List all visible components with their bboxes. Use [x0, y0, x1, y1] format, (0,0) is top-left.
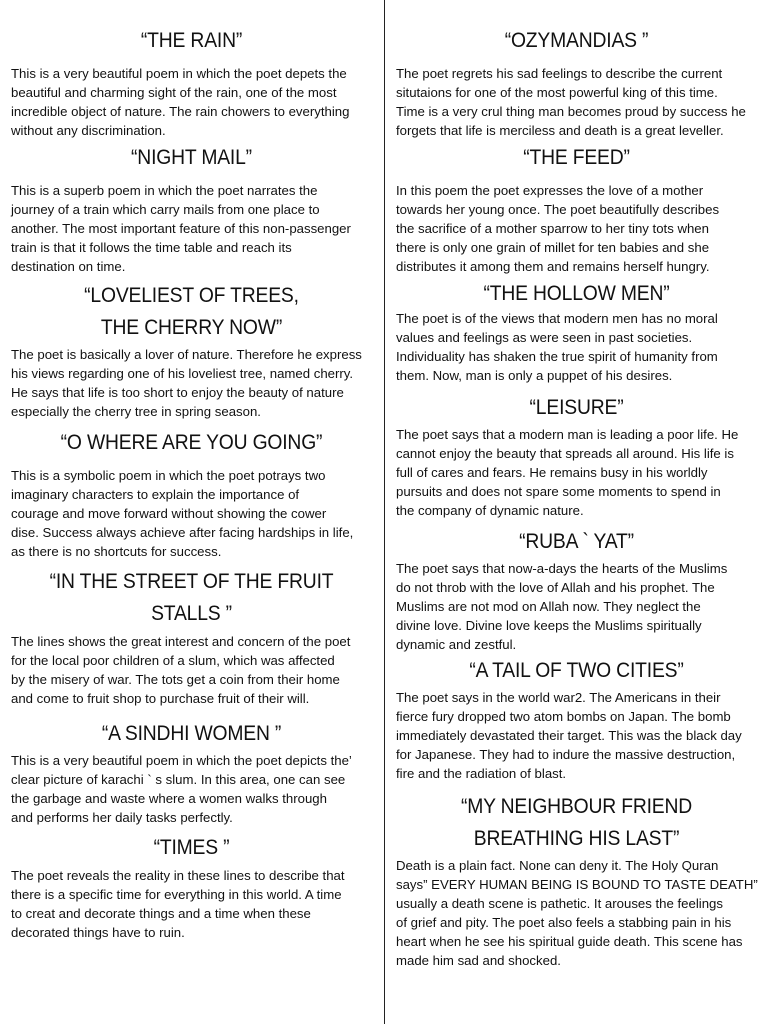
poem-section-times [0, 832, 383, 943]
poem-section-the-rain [0, 25, 383, 141]
poem-title: “RUBA ` YAT” [519, 530, 634, 553]
poem-title: “MY NEIGHBOUR FRIEND BREATHING HIS LAST” [460, 795, 693, 850]
poem-title: “O WHERE ARE YOU GOING” [60, 431, 323, 454]
poem-section-a-sindhi-women [0, 718, 383, 828]
poem-summary: The poet says that a modern man is leading a poor life. He cannot enjoy the beauty that spreads all around. His life is full of cares and fears. He remains busy in his worldly pursuits and does not spare some moments to spend in the company of dynamic nature. [396, 427, 739, 518]
poem-summary: In this poem the poet expresses the love of a mother towards her young once. The poet beautifully describes the sacrifice of a mother sparrow to her tiny tots when there is only one grain of millet for ten babies and she distributes it among them and remains herself hungry. [396, 183, 720, 274]
poem-summary: This is a very beautiful poem in which the poet depicts the’ clear picture of karachi ` s slum. In this area, one can see the garbage and waste where a women walks through and performs her daily tasks perfectly. [11, 753, 352, 825]
poem-title: “LEISURE” [529, 396, 624, 419]
poem-summary: The poet reveals the reality in these lines to describe that there is a specific time for everything in this world. A time to creat and decorate things and a time when these decorated things have to ruin. [11, 868, 345, 940]
poem-title: “THE RAIN” [140, 29, 243, 52]
poem-summary: This is a superb poem in which the poet narrates the journey of a train which carry mails from one place to another. The most important feature of this non-passenger train is that it follows the time table and reach its destination on time. [11, 183, 351, 274]
poem-section-the-hollow-men [385, 278, 768, 386]
poem-section-in-the-street-of-the-fruit-stalls [0, 566, 383, 709]
poem-summary: This is a very beautiful poem in which the poet depets the beautiful and charming sight of the rain, one of the most incredible object of nature. The rain chowers to everything without any discrimination. [11, 66, 350, 138]
poem-summary: The poet is basically a lover of nature. Therefore he express his views regarding one of his loveliest tree, named cherry. He says that life is too short to enjoy the beauty of nature especially the cherry tree in spring season. [11, 347, 362, 419]
poem-section-ruba-yat [385, 526, 768, 655]
poem-section-loveliest-of-trees [0, 280, 383, 422]
poem-section-a-tail-of-two-cities [385, 655, 768, 784]
poem-summary: The lines shows the great interest and concern of the poet for the local poor children of a slum, which was affected by the misery of war. The tots get a coin from their home and come to fruit shop to purchase fruit of their will. [11, 634, 351, 706]
poem-title: “LOVELIEST OF TREES, THE CHERRY NOW” [84, 284, 299, 339]
poem-title: “IN THE STREET OF THE FRUIT STALLS ” [49, 570, 334, 625]
poem-summary: The poet is of the views that modern men has no moral values and feelings as were seen in past societies. Individuality has shaken the true spirit of humanity from them. Now, man is only a puppet of his desires. [396, 311, 718, 383]
poem-summary: The poet says in the world war2. The Americans in their fierce fury dropped two atom bombs on Japan. The bomb immediately devastated their target. This was the black day for Japanese. They had to indure the massive destruction, fire and the radiation of blast. [396, 690, 742, 781]
poem-section-the-feed [385, 142, 768, 277]
poem-title: “TIMES ” [153, 836, 230, 859]
poem-section-o-where-are-you-going [0, 427, 383, 562]
poem-section-night-mail [0, 142, 383, 277]
poem-section-ozymandias [385, 25, 768, 141]
poem-summary: This is a symbolic poem in which the poet potrays two imaginary characters to explain the importance of courage and move forward without showing the cower dise. Success always achieve after facing hardships in life, as there is no shortcuts for success. [11, 468, 354, 559]
poem-title: “THE FEED” [523, 146, 630, 169]
poem-summary: Death is a plain fact. None can deny it. The Holy Quran says” EVERY HUMAN BEING IS BOUND TO TASTE DEATH” usually a death scene is pathetic. It arouses the feelings of grief and pity. The poet also feels a stabbing pain in his heart when he see his spiritual guide death. This scene has made him sad and shocked. [396, 858, 758, 968]
poem-title: “NIGHT MAIL” [131, 146, 252, 169]
poem-title: “A TAIL OF TWO CITIES” [469, 659, 684, 682]
poem-section-leisure [385, 392, 768, 521]
poem-summary: The poet says that now-a-days the hearts of the Muslims do not throb with the love of Allah and his prophet. The Muslims are not mod on Allah now. They neglect the divine love. Divine love keeps the Muslims spiritually dynamic and zestful. [396, 561, 728, 652]
poem-section-my-neighbour-friend [385, 791, 768, 970]
poem-title: “THE HOLLOW MEN” [483, 282, 670, 305]
poem-summary: The poet regrets his sad feelings to describe the current situtaions for one of the most powerful king of this time. Time is a very crul thing man becomes proud by success he forgets that life is merciless and death is a great leveller. [396, 66, 746, 138]
poem-title: “A SINDHI WOMEN ” [101, 722, 282, 745]
poem-title: “OZYMANDIAS ” [504, 29, 649, 52]
